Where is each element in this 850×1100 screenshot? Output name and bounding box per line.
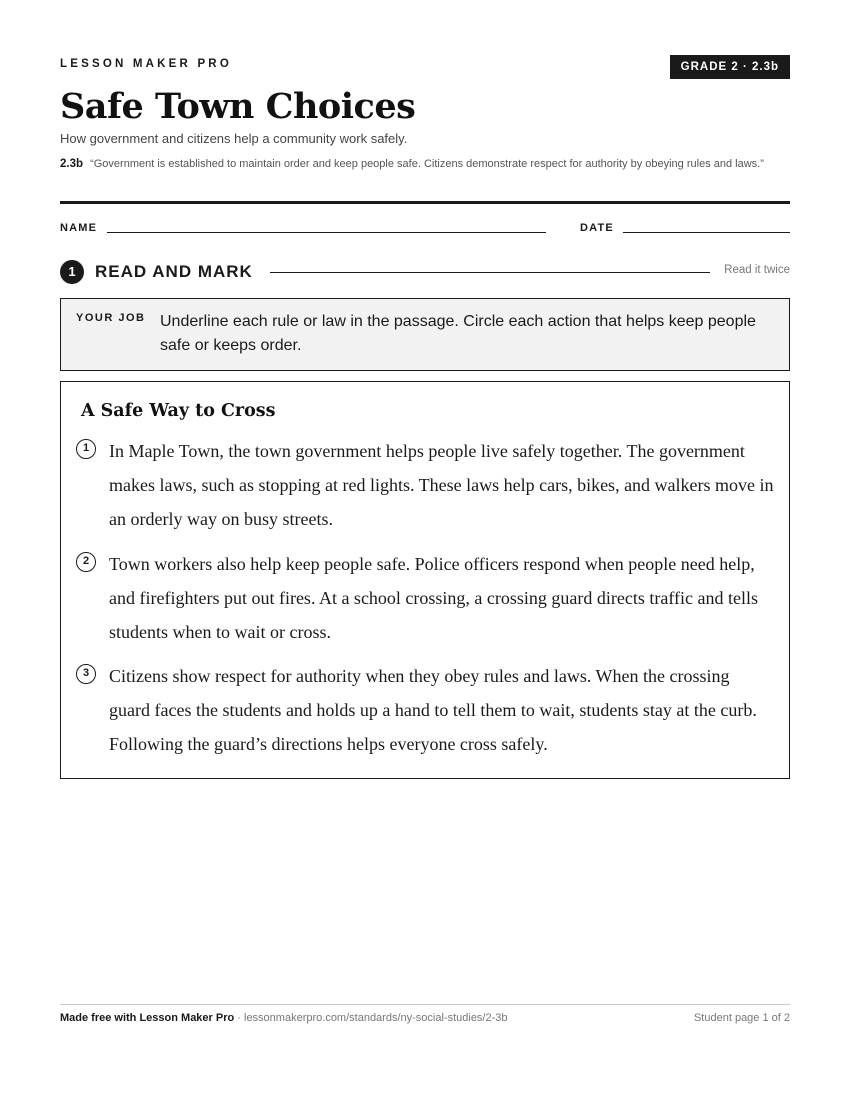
name-date-row bbox=[60, 222, 790, 238]
header bbox=[60, 55, 790, 79]
footer-page-number: Student page 1 of 2 bbox=[693, 1012, 790, 1024]
section-note: Read it twice bbox=[724, 264, 790, 276]
section-divider bbox=[270, 272, 710, 273]
footer-made-with: Made free with Lesson Maker Pro bbox=[60, 1012, 235, 1024]
standard-text: “Government is established to maintain order and keep people safe. Citizens demonstrate respect for authority by obeying rules and laws.” bbox=[90, 158, 764, 170]
standard-statement bbox=[60, 156, 790, 173]
paragraph-number: 1 bbox=[76, 439, 96, 459]
brand-name: LESSON MAKER PRO bbox=[60, 58, 232, 70]
instructions-label: YOUR JOB bbox=[76, 312, 146, 324]
paragraph-number: 3 bbox=[76, 664, 96, 684]
date-field[interactable] bbox=[623, 232, 790, 233]
grade-badge: GRADE 2 · 2.3b bbox=[670, 55, 790, 79]
instructions-text: Underline each rule or law in the passage. Circle each action that helps keep people safe or keeps order. bbox=[160, 313, 756, 354]
passage-box bbox=[60, 381, 790, 779]
header-divider bbox=[60, 201, 790, 204]
paragraph-text[interactable]: Town workers also help keep people safe. Police officers respond when people need help, and firefighters put out fires. At a school crossing, a crossing guard directs traffic and tells students when to wait or cross. bbox=[109, 554, 758, 642]
footer-separator: · bbox=[234, 1012, 244, 1024]
date-label: DATE bbox=[580, 222, 614, 234]
worksheet-page bbox=[60, 0, 790, 1100]
footer-divider bbox=[60, 1004, 790, 1005]
instructions-box bbox=[60, 298, 790, 371]
standard-code: 2.3b bbox=[60, 158, 84, 170]
section-header bbox=[60, 259, 790, 283]
passage-title: A Safe Way to Cross bbox=[81, 401, 276, 421]
page-title: Safe Town Choices bbox=[60, 86, 416, 127]
paragraph-number: 2 bbox=[76, 552, 96, 572]
paragraph-text[interactable]: In Maple Town, the town government helps people live safely together. The government makes laws, such as stopping at red lights. These laws help cars, bikes, and walkers move in an orderly way on busy streets. bbox=[109, 441, 774, 529]
section-title: READ AND MARK bbox=[95, 262, 253, 281]
footer-url[interactable]: lessonmakerpro.com/standards/ny-social-studies/2-3b bbox=[244, 1012, 508, 1024]
page-subtitle: How government and citizens help a community work safely. bbox=[60, 131, 408, 146]
name-label: NAME bbox=[60, 222, 98, 234]
section-number: 1 bbox=[60, 260, 84, 284]
footer-credit bbox=[60, 1012, 508, 1024]
paragraph-text[interactable]: Citizens show respect for authority when they obey rules and laws. When the crossing guard faces the students and holds up a hand to tell them to wait, students stay at the curb. Following the guard’s directions helps everyone cross safely. bbox=[109, 666, 757, 754]
name-field[interactable] bbox=[107, 232, 546, 233]
